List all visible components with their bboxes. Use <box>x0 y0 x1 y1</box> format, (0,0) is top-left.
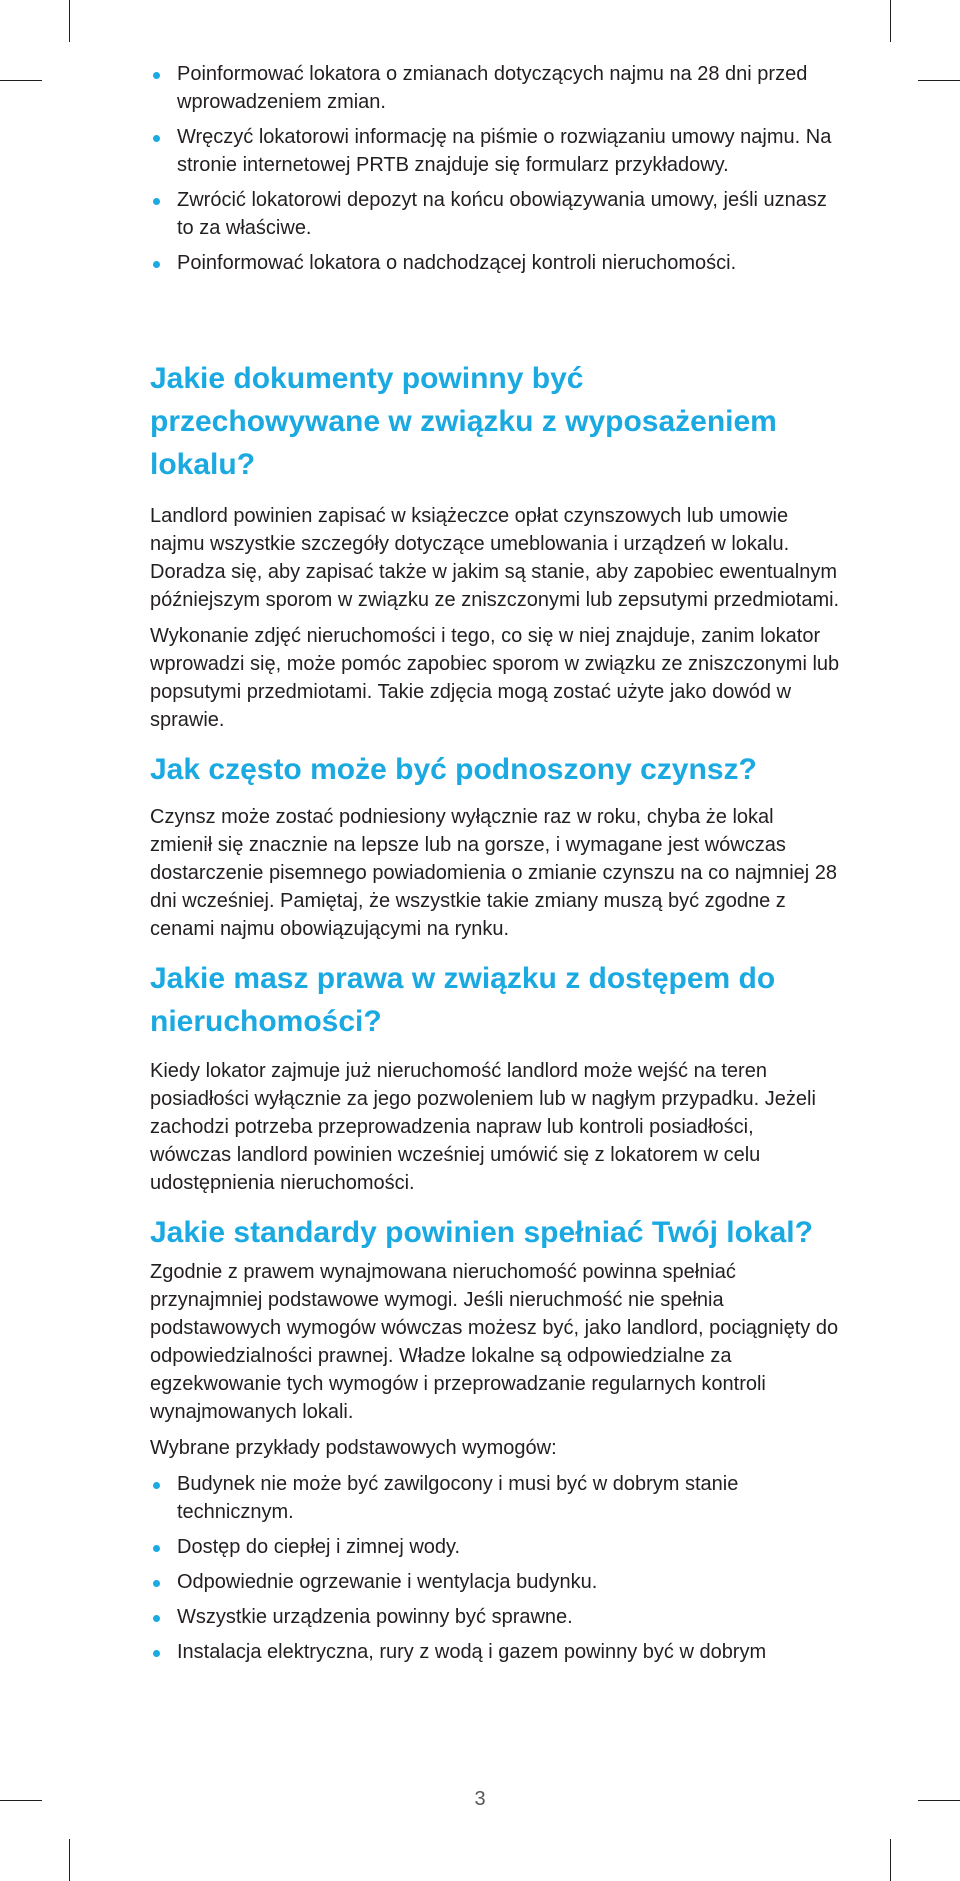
list-item: Odpowiednie ogrzewanie i wentylacja budynku. <box>150 1568 840 1596</box>
paragraph: Zgodnie z prawem wynajmowana nieruchomość powinna spełniać przynajmniej podstawowe wymogi. Jeśli nieruchmość nie spełnia podstawowych wymogów wówczas możesz być, jako landlord, pociągnięty do odpowiedzialności prawnej. Władze lokalne są odpowiedzialne za egzekwowanie tych wymogów i przeprowadzanie regularnych kontroli wynajmowanych lokali. <box>150 1261 839 1423</box>
bullet-icon <box>153 1580 160 1587</box>
bullet-icon <box>153 1545 160 1552</box>
section-heading-documents: Jakie dokumenty powinny być przechowywane w związku z wyposażeniem lokalu? <box>150 362 777 481</box>
standards-bullet-list <box>150 1470 840 1666</box>
list-item: Budynek nie może być zawilgocony i musi być w dobrym stanie technicznym. <box>150 1470 840 1526</box>
bullet-icon <box>153 135 160 142</box>
top-bullet-list <box>150 60 840 277</box>
bullet-icon <box>153 1650 160 1657</box>
section-heading-standards: Jakie standardy powinien spełniać Twój lokal? <box>150 1216 813 1249</box>
list-item: Wszystkie urządzenia powinny być sprawne. <box>150 1603 840 1631</box>
list-item: Instalacja elektryczna, rury z wodą i gazem powinny być w dobrym <box>150 1638 840 1666</box>
page-number: 3 <box>474 1788 486 1810</box>
paragraph: Wykonanie zdjęć nieruchomości i tego, co się w niej znajduje, zanim lokator wprowadzi się, może pomóc zapobiec sporom w związku ze zniszczonymi lub popsutymi przedmiotami. Takie zdjęcia mogą zostać użyte jako dowód w sprawie. <box>150 625 840 731</box>
bullet-icon <box>153 198 160 205</box>
list-item: Dostęp do ciepłej i zimnej wody. <box>150 1533 840 1561</box>
page-content <box>150 60 840 1673</box>
bullet-icon <box>153 261 160 268</box>
crop-mark <box>69 0 70 42</box>
crop-mark <box>69 1839 70 1881</box>
crop-mark <box>918 80 960 81</box>
paragraph: Wybrane przykłady podstawowych wymogów: <box>150 1437 557 1459</box>
list-item: Poinformować lokatora o zmianach dotyczących najmu na 28 dni przed wprowadzeniem zmian. <box>150 60 840 116</box>
list-item: Wręczyć lokatorowi informację na piśmie o rozwiązaniu umowy najmu. Na stronie internetowej PRTB znajduje się formularz przykładowy. <box>150 123 840 179</box>
bullet-icon <box>153 72 160 79</box>
crop-mark <box>0 80 42 81</box>
paragraph: Czynsz może zostać podniesiony wyłącznie raz w roku, chyba że lokal zmienił się znacznie na lepsze lub na gorsze, i wymagane jest wówczas dostarczenie pisemnego powiadomienia o zmianie czynszu na co najmniej 28 dni wcześniej. Pamiętaj, że wszystkie takie zmiany muszą być zgodne z cenami najmu obowiązującymi na rynku. <box>150 806 838 940</box>
crop-mark <box>890 0 891 42</box>
crop-mark <box>890 1839 891 1881</box>
section-heading-rent-increase: Jak często może być podnoszony czynsz? <box>150 753 757 786</box>
section-heading-access-rights: Jakie masz prawa w związku z dostępem do nieruchomości? <box>150 962 776 1038</box>
bullet-icon <box>153 1482 160 1489</box>
bullet-icon <box>153 1615 160 1622</box>
list-item: Poinformować lokatora o nadchodzącej kontroli nieruchomości. <box>150 249 840 277</box>
list-item: Zwrócić lokatorowi depozyt na końcu obowiązywania umowy, jeśli uznasz to za właściwe. <box>150 186 840 242</box>
paragraph: Landlord powinien zapisać w książeczce opłat czynszowych lub umowie najmu wszystkie szczegóły dotyczące umeblowania i urządzeń w lokalu. Doradza się, aby zapisać także w jakim są stanie, aby zapobiec ewentualnym późniejszym sporom w związku ze zniszczonymi lub zepsutymi przedmiotami. <box>150 505 840 611</box>
paragraph: Kiedy lokator zajmuje już nieruchomość landlord może wejść na teren posiadłości wyłącznie za jego pozwoleniem lub w nagłym przypadku. Jeżeli zachodzi potrzeba przeprowadzenia napraw lub kontroli posiadłości, wówczas landlord powinien wcześniej umówić się z lokatorem w celu udostępnienia nieruchomości. <box>150 1060 816 1194</box>
